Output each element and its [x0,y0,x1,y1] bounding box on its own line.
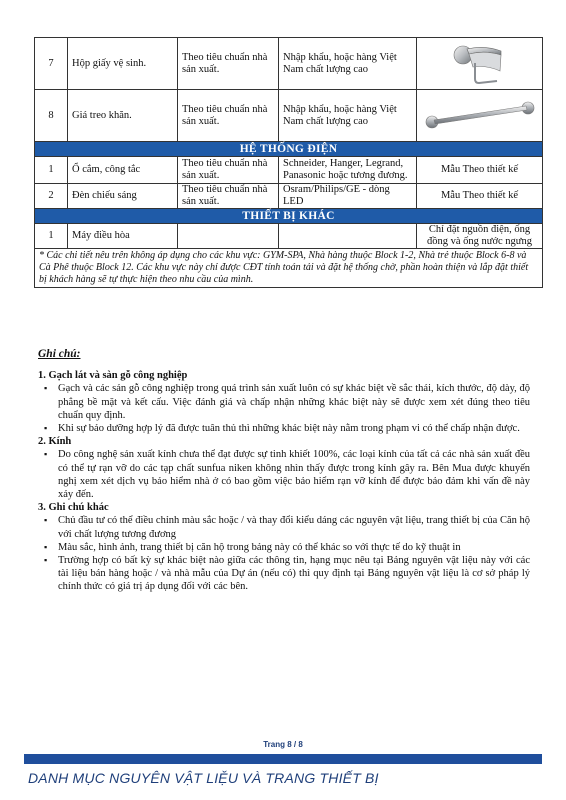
table-row [35,157,543,184]
section-title: THIẾT BỊ KHÁC [35,209,543,224]
note-list [38,448,530,501]
item-standard: Theo tiêu chuẩn nhà sản xuất. [178,90,279,142]
footer-title: DANH MỤC NGUYÊN VẬT LIỆU VÀ TRANG THIẾT BỊ [28,770,379,786]
item-remark: Mẫu Theo thiết kế [417,184,543,209]
item-name: Hộp giấy vệ sinh. [68,38,178,90]
list-item: ▪ Chủ đầu tư có thể điều chỉnh màu sắc hoặc / và thay đổi kiểu dáng các nguyên vật liệu, trang thiết bị của Căn hộ với chất lượng tương đương [38,514,530,540]
section-header-other [35,209,543,224]
item-standard [178,224,279,249]
table-row [35,90,543,142]
item-standard: Theo tiêu chuẩn nhà sản xuất. [178,38,279,90]
note-heading: 3. Ghi chú khác [38,502,109,514]
table-row [35,224,543,249]
towel-bar-image [417,90,543,142]
row-number: 7 [35,38,68,90]
item-standard: Theo tiêu chuẩn nhà sản xuất. [178,184,279,209]
page-number: Trang 8 / 8 [263,740,303,749]
row-number: 1 [35,224,68,249]
note-list [38,382,530,435]
note-heading: 2. Kính [38,436,72,448]
notes-title: Ghi chú: [38,348,81,360]
notes-section [38,348,530,594]
table-footnote-row [35,249,543,288]
note-list [38,514,530,593]
section-title: HỆ THỐNG ĐIỆN [35,142,543,157]
materials-table [34,37,543,288]
row-number: 8 [35,90,68,142]
section-header-electric [35,142,543,157]
item-origin: Schneider, Hanger, Legrand, Panasonic hoặc tương đương. [279,157,417,184]
toilet-paper-holder-image [417,38,543,90]
list-item: ▪ Khi sự bảo dưỡng hợp lý đã được tuân thủ thì những khác biệt này nằm trong phạm vi có thể chấp nhận được. [38,422,530,435]
item-name: Giá treo khăn. [68,90,178,142]
item-standard: Theo tiêu chuẩn nhà sản xuất. [178,157,279,184]
list-item: ▪ Gạch và các sản gỗ công nghiệp trong quá trình sản xuất luôn có sự khác biệt về sắc thái, kích thước, độ dày, độ phẳng bề mặt và kết cấu. Việc đánh giá và chấp nhận những khác biệt này sẽ được xem xét đúng theo tiêu chuẩn quy định. [38,382,530,422]
item-remark: Mẫu Theo thiết kế [417,157,543,184]
footer-bar [24,754,542,764]
note-heading: 1. Gạch lát và sàn gỗ công nghiệp [38,370,188,382]
table-footnote: * Các chi tiết nêu trên không áp dụng cho các khu vực: GYM-SPA, Nhà hàng thuộc Block 1-2, Nhà trẻ thuộc Block 6-8 và Cà Phê thuộc Block 12. Các khu vực này chỉ được CĐT tính toán tải và đặt hệ thống chờ, phần hoàn thiện và lắp đặt thiết bị khách hàng sẽ tự thực hiện theo nhu cầu của mình. [35,249,543,288]
list-item: ▪ Trường hợp có bất kỳ sự khác biệt nào giữa các thông tin, hạng mục nêu tại Bảng nguyên vật liệu này với các tài liệu bán hàng hoặc / và nhà mẫu của Dự án (nếu có) thì quy định tại Bảng nguyên vật liệu là cơ sở pháp lý chính thức có giá trị áp dụng đối với các bên. [38,554,530,594]
table-row [35,184,543,209]
item-origin: Nhập khẩu, hoặc hàng Việt Nam chất lượng cao [279,90,417,142]
item-name: Đèn chiếu sáng [68,184,178,209]
row-number: 1 [35,157,68,184]
row-number: 2 [35,184,68,209]
item-origin [279,224,417,249]
list-item: ▪ Màu sắc, hình ảnh, trang thiết bị căn hộ trong bảng này có thể khác so với thực tế do kỹ thuật in [38,541,530,554]
item-name: Máy điều hòa [68,224,178,249]
list-item: ▪ Do công nghệ sản xuất kính chưa thể đạt được sự tinh khiết 100%, các loại kính của tất cả các nhà sản xuất đều có thể tự rạn vỡ do các tạp chất sunfua niken không nhìn thấy được trong kính gây ra. Bên Mua được khuyến nghị xem xét dịch vụ bảo hiểm nhà ở có bao gồm việc bảo hiểm rạn vỡ kính để được bảo đảm khi vấn đề này xảy đến. [38,448,530,501]
item-origin: Nhập khẩu, hoặc hàng Việt Nam chất lượng cao [279,38,417,90]
item-origin: Osram/Philips/GE - dòng LED [279,184,417,209]
table-row [35,38,543,90]
item-name: Ổ cắm, công tắc [68,157,178,184]
item-remark: Chỉ đặt nguồn điện, ống đồng và ống nước ngưng [417,224,543,249]
